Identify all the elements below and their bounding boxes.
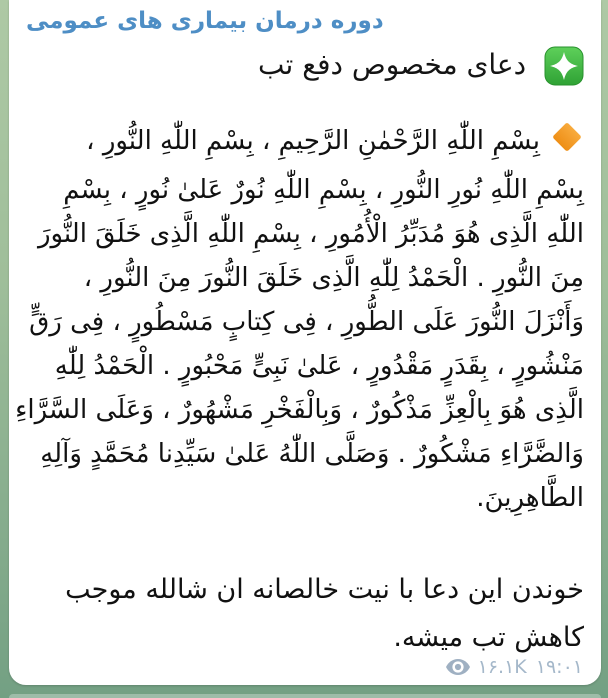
note-text xyxy=(26,566,584,662)
views-count: ۱۶.۱K xyxy=(477,656,528,678)
views-eye-icon xyxy=(446,659,470,675)
prayer-line: مِنَ النُّورِ . الْحَمْدُ لِلّٰهِ الَّذِى خَلَقَ النُّورَ مِنَ النُّورِ ، xyxy=(83,263,584,293)
next-message-edge xyxy=(9,694,601,698)
prayer-line: اللّٰهِ الَّذِى هُوَ مُدَبِّرُ الْأُمُورِ ، بِسْمِ اللّٰهِ الَّذِى خَلَقَ النُّورَ xyxy=(37,219,584,249)
note-line: خوندن این دعا با نیت خالصانه ان شالله موجب xyxy=(65,574,584,605)
channel-title[interactable]: دوره درمان بیماری های عمومی xyxy=(26,8,384,34)
prayer-line: بِسْمِ اللّٰهِ نُورِ النُّورِ ، بِسْمِ اللّٰهِ نُورٌ عَلىٰ نُورٍ ، بِسْمِ xyxy=(63,175,584,205)
message-meta xyxy=(446,656,583,678)
prayer-line: وَأَنْزَلَ النُّورَ عَلَى الطُّورِ ، فِى كِتابٍ مَسْطُورٍ ، فِى رَقٍّ xyxy=(29,307,584,337)
sparkle-icon xyxy=(544,46,584,86)
message-title: دعای مخصوص دفع تب xyxy=(258,48,527,81)
prayer-line: بِسْمِ اللّٰهِ الرَّحْمٰنِ الرَّحِيمِ ، بِسْمِ اللّٰهِ النُّورِ ، xyxy=(26,119,584,168)
message-title-row xyxy=(26,43,584,87)
prayer-line: الَّذِى هُوَ بِالْعِزِّ مَذْكُورٌ ، وَبِالْفَخْرِ مَشْهُورٌ ، وَعَلَى السَّرَّاءِ xyxy=(15,395,584,425)
prayer-line: وَالضَّرَّاءِ مَشْكُورٌ . وَصَلَّى اللّٰهُ عَلىٰ سَيِّدِنا مُحَمَّدٍ وَآلِهِ xyxy=(40,439,584,469)
prayer-line: الطَّاهِرِينَ. xyxy=(476,483,584,513)
prayer-text xyxy=(15,119,584,520)
message-time: ۱۹:۰۱ xyxy=(535,656,583,678)
message-bubble xyxy=(9,0,601,685)
orange-diamond-icon xyxy=(550,120,584,168)
note-line: کاهش تب میشه. xyxy=(393,622,584,653)
prayer-line: مَنْشُورٍ ، بِقَدَرٍ مَقْدُورٍ ، عَلىٰ نَبِىٍّ مَحْبُورٍ . الْحَمْدُ لِلّٰهِ xyxy=(54,351,584,381)
